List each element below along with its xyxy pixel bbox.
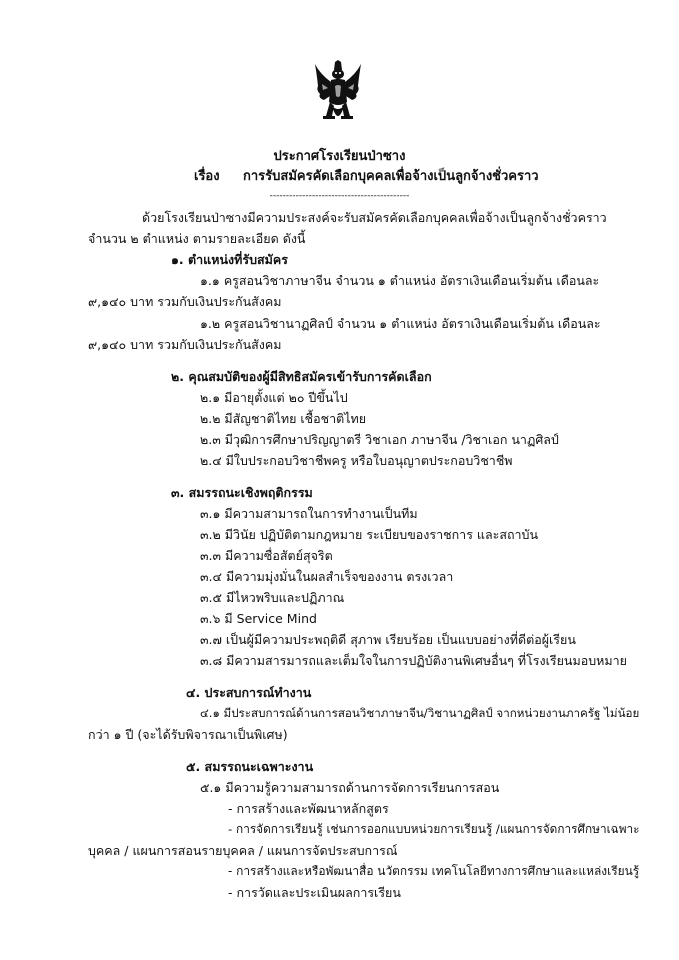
section-2-item-1: ๒.๑ มีอายุตั้งแต่ ๒๐ ปีขึ้นไป <box>200 390 348 405</box>
section-1-item-1-line-2: ๙,๑๔๐ บาท รวมกับเงินประกันสังคม <box>88 294 282 309</box>
garuda-emblem-icon <box>314 60 362 126</box>
section-3-item-1: ๓.๑ มีความสามารถในการทำงานเป็นทีม <box>200 506 418 521</box>
section-4-line-2: กว่า ๑ ปี (จะได้รับพิจารณาเป็นพิเศษ) <box>88 727 288 742</box>
section-3-item-7: ๓.๗ เป็นผู้มีความประพฤติดี สุภาพ เรียบร้อย เป็นแบบอย่างที่ดีต่อผู้เรียน <box>200 632 576 647</box>
intro-line-2: จำนวน ๒ ตำแหน่ง ตามรายละเอียด ดังนี้ <box>88 231 306 246</box>
section-3-item-4: ๓.๔ มีความมุ่งมั่นในผลสำเร็จของงาน ตรงเวลา <box>200 569 454 584</box>
section-1-item-1-line-1: ๑.๑ ครูสอนวิชาภาษาจีน จำนวน ๑ ตำแหน่ง อัตราเงินเดือนเริ่มต้น เดือนละ <box>200 273 600 288</box>
intro-line-1: ด้วยโรงเรียนป่าซางมีความประสงค์จะรับสมัครคัดเลือกบุคคลเพื่อจ้างเป็นลูกจ้างชั่วคราว <box>142 210 607 225</box>
section-5-bullet-2-cont: บุคคล / แผนการสอนรายบุคคล / แผนการจัดประสบการณ์ <box>88 843 398 858</box>
section-4-line-1: ๔.๑ มีประสบการณ์ด้านการสอนวิชาภาษาจีน/วิชานาฏศิลป์ จากหน่วยงานภาครัฐ ไม่น้อย <box>200 706 640 720</box>
section-5-bullet-2: - การจัดการเรียนรู้ เช่นการออกแบบหน่วยการเรียนรู้ /แผนการจัดการศึกษาเฉพาะ <box>228 822 640 836</box>
section-5-bullet-4: - การวัดและประเมินผลการเรียน <box>228 885 401 900</box>
header-divider: ------------------------------------------- <box>269 191 410 201</box>
section-3-item-2: ๓.๒ มีวินัย ปฏิบัติตามกฎหมาย ระเบียบของราชการ และสถาบัน <box>200 527 539 542</box>
section-1-heading: ๑. ตำแหน่งที่รับสมัคร <box>171 252 288 267</box>
section-2-heading: ๒. คุณสมบัติของผู้มีสิทธิสมัครเข้ารับการคัดเลือก <box>171 369 432 384</box>
section-3-item-3: ๓.๓ มีความซื่อสัตย์สุจริต <box>200 548 333 563</box>
section-2-item-4: ๒.๔ มีใบประกอบวิชาชีพครู หรือใบอนุญาตประกอบวิชาชีพ <box>200 453 513 468</box>
section-1-item-2-line-2: ๙,๑๔๐ บาท รวมกับเงินประกันสังคม <box>88 337 282 352</box>
section-1-item-2-line-1: ๑.๒ ครูสอนวิชานาฏศิลป์ จำนวน ๑ ตำแหน่ง อัตราเงินเดือนเริ่มต้น เดือนละ <box>200 316 601 331</box>
section-5-bullet-3: - การสร้างและหรือพัฒนาสื่อ นวัตกรรม เทคโนโลยีทางการศึกษาและแหล่งเรียนรู้ <box>228 864 640 878</box>
section-3-item-6: ๓.๖ มี Service Mind <box>200 611 317 626</box>
section-5-bullet-1: - การสร้างและพัฒนาหลักสูตร <box>228 801 389 816</box>
subject-text: การรับสมัครคัดเลือกบุคคลเพื่อจ้างเป็นลูกจ้างชั่วคราว <box>243 169 539 184</box>
section-5-heading: ๕. สมรรถนะเฉพาะงาน <box>186 759 314 774</box>
section-2-item-2: ๒.๒ มีสัญชาติไทย เชื้อชาติไทย <box>200 411 367 426</box>
section-4-heading: ๔. ประสบการณ์ทำงาน <box>186 685 312 700</box>
section-3-item-5: ๓.๕ มีไหวพริบและปฏิภาณ <box>200 590 345 605</box>
section-3-heading: ๓. สมรรถนะเชิงพฤติกรรม <box>171 485 313 500</box>
section-3-item-8: ๓.๘ มีความสารมารถและเต็มใจในการปฏิบัติงานพิเศษอื่นๆ ที่โรงเรียนมอบหมาย <box>200 653 627 668</box>
subject-label: เรื่อง <box>194 169 220 184</box>
section-5-item-1: ๕.๑ มีความรู้ความสามารถด้านการจัดการเรียนการสอน <box>200 780 500 795</box>
page-title: ประกาศโรงเรียนป่าซาง <box>273 149 406 164</box>
section-2-item-3: ๒.๓ มีวุฒิการศึกษาปริญญาตรี วิชาเอก ภาษาจีน /วิชาเอก นาฏศิลป์ <box>200 432 559 447</box>
